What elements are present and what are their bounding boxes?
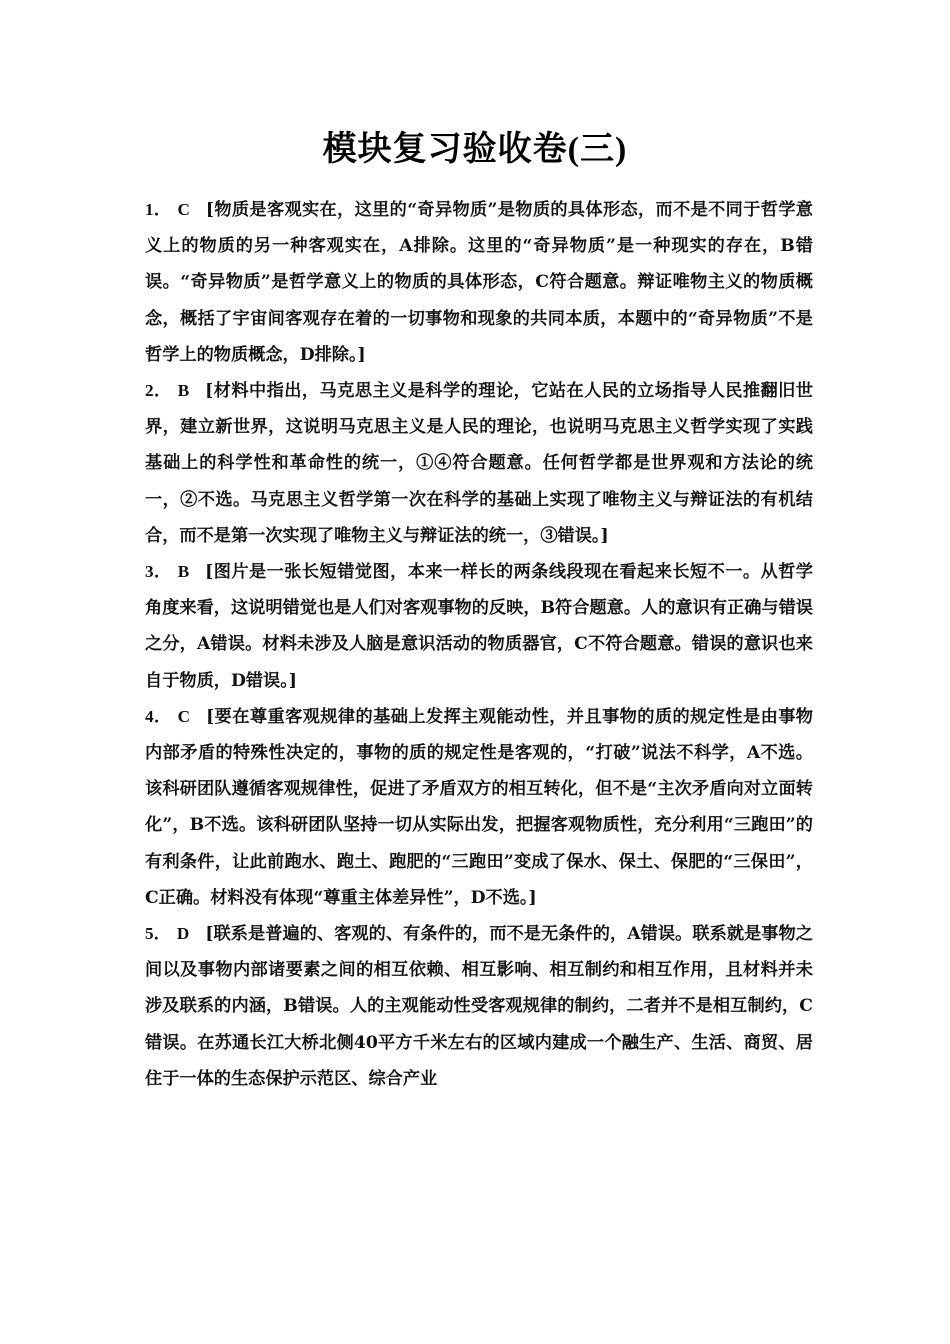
answer-item-5 [145,916,813,1097]
answer-letter: C [177,706,191,726]
question-number: 1． [145,200,172,219]
answer-explanation: [材料中指出，马克思主义是科学的理论，它站在人民的立场指导人民推翻旧世界，建立新世界，这说明马克思主义是人民的理论，也说明马克思主义哲学实现了实践基础上的科学性和革命性的统一，①④符合题意。任何哲学都是世界观和方法论的统一，②不选。马克思主义哲学第一次在科学的基础上实现了唯物主义与辩证法的有机结合，而不是第一次实现了唯物主义与辩证法的统一，③错误。] [145,381,813,546]
question-number: 2． [145,381,172,401]
answer-letter: B [177,381,190,401]
answer-item-4 [145,699,813,916]
answer-explanation: [物质是客观实在，这里的“奇异物质”是物质的具体形态，而不是不同于哲学意义上的物质的另一种客观实在，A排除。这里的“奇异物质”是一种现实的存在，B错误。“奇异物质”是哲学意义上的物质的具体形态，C符合题意。辩证唯物主义的物质概念，概括了宇宙间客观存在着的一切事物和现象的共同本质，本题中的“奇异物质”不是哲学上的物质概念，D排除。] [145,200,813,365]
answer-explanation: [要在尊重客观规律的基础上发挥主观能动性，并且事物的质的规定性是由事物内部矛盾的特殊性决定的，事物的质的规定性是客观的，“打破”说法不科学，A不选。该科研团队遵循客观规律性，促进了矛盾双方的相互转化，但不是“主次矛盾向对立面转化”，B不选。该科研团队坚持一切从实际出发，把握客观物质性，充分利用“三跑田”的有利条件，让此前跑水、跑土、跑肥的“三跑田”变成了保水、保土、保肥的“三保田”，C正确。材料没有体现“尊重主体差异性”，D不选。] [145,706,813,908]
page-title: 模块复习验收卷(三) [322,131,628,168]
answer-key-content [145,192,813,1097]
answer-item-2 [145,373,813,554]
answer-explanation: [联系是普遍的、客观的、有条件的，而不是无条件的，A错误。联系就是事物之间以及事物内部诸要素之间的相互依赖、相互影响、相互制约和相互作用，且材料并未涉及联系的内涵，B错误。人的主观能动性受客观规律的制约，二者并不是相互制约，C错误。在苏通长江大桥北侧40平方千米左右的区域内建成一个融生产、生活、商贸、居住于一体的生态保护示范区、综合产业 [145,924,813,1089]
question-number: 3． [145,562,172,582]
question-number: 5． [145,924,171,944]
question-number: 4． [145,706,172,726]
answer-letter: C [177,200,190,219]
answer-item-1 [145,192,813,373]
answer-item-3 [145,554,813,699]
answer-letter: D [176,924,190,944]
answer-letter: B [177,562,190,582]
answer-explanation: [图片是一张长短错觉图，本来一样长的两条线段现在看起来长短不一。从哲学角度来看，这说明错觉也是人们对客观事物的反映，B符合题意。人的意识有正确与错误之分，A错误。材料未涉及人脑是意识活动的物质器官，C不符合题意。错误的意识也来自于物质，D错误。] [145,562,813,691]
